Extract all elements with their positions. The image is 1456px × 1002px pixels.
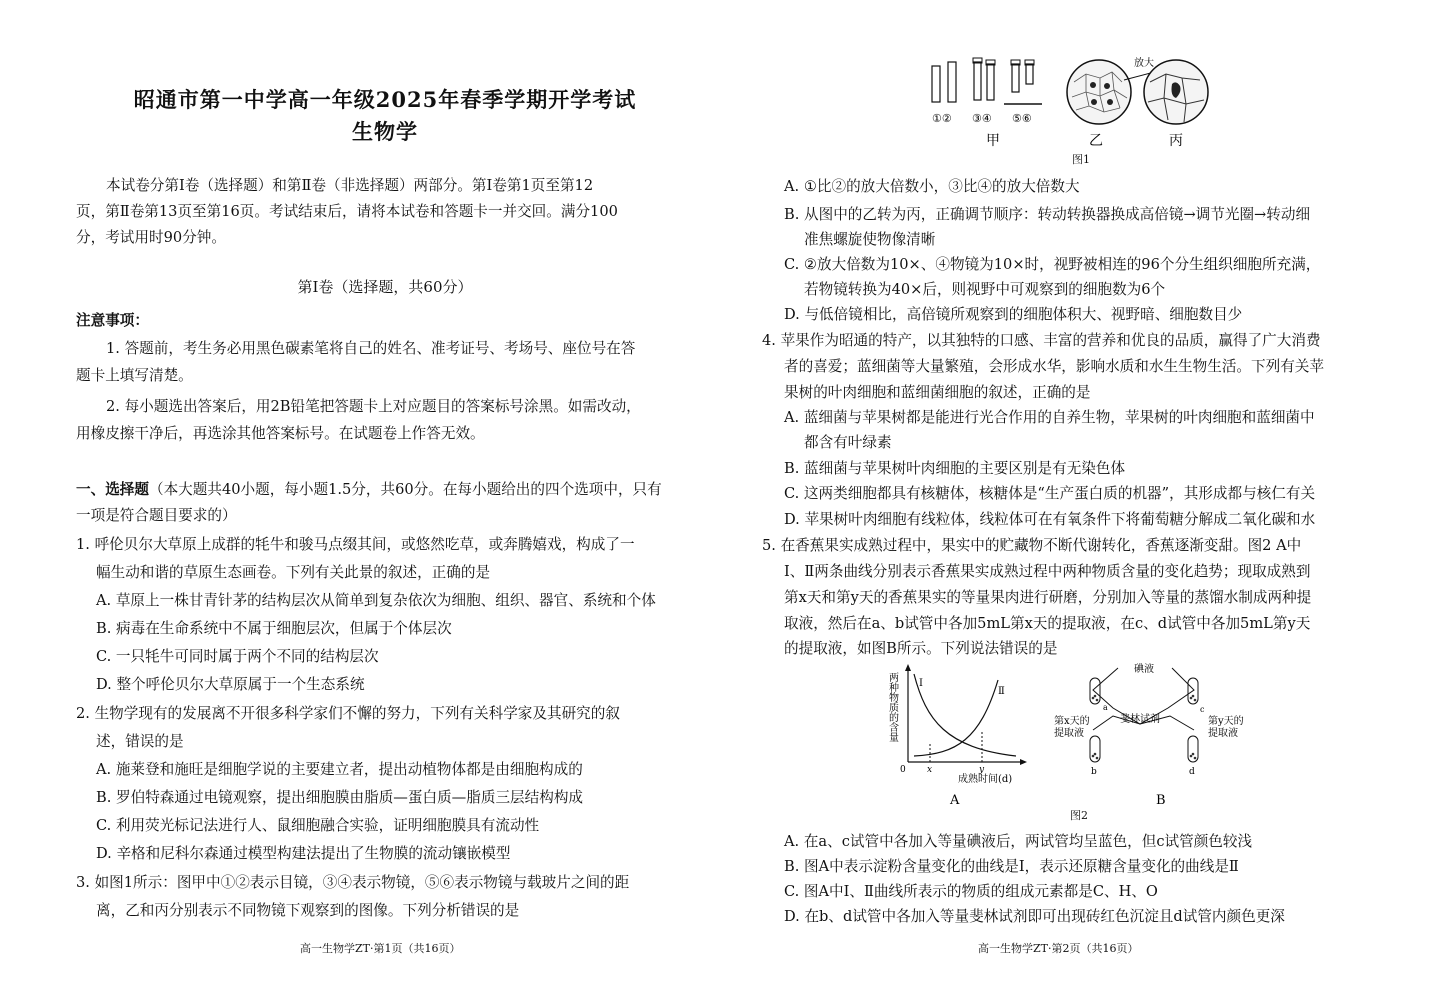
part-desc-2: 一项是符合题目要求的） <box>76 507 237 524</box>
exam-subject: 生物学 <box>352 119 418 144</box>
label-fangda: 放大 <box>1134 58 1154 69</box>
part-label: 一、选择题 <box>76 481 149 498</box>
q4-stem-2: 者的喜爱；蓝细菌等大量繁殖，会形成水华，影响水质和水生生物生活。下列有关苹 <box>784 358 1324 375</box>
q1-option-d: D. 整个呼伦贝尔大草原属于一个生态系统 <box>96 676 365 693</box>
curve-ii-label: Ⅱ <box>998 686 1005 697</box>
notice-title: 注意事项： <box>76 312 149 329</box>
part-desc: （本大题共40小题，每小题1.5分，共60分。在每小题给出的四个选项中，只有 <box>148 481 662 498</box>
q3-option-b-cont: 准焦螺旋使物像清晰 <box>804 231 936 248</box>
intro-line-2: 页，第Ⅱ卷第13页至第16页。考试结束后，请将本试卷和答题卡一并交回。满分100 <box>76 203 618 220</box>
q5-option-a: A. 在a、c试管中各加入等量碘液后，两试管均呈蓝色，但c试管颜色较浅 <box>784 833 1253 850</box>
q4-option-a: A. 蓝细菌与苹果树都是能进行光合作用的自养生物，苹果树的叶肉细胞和蓝细菌中 <box>784 409 1315 426</box>
diagram-b-label: B <box>1156 793 1166 808</box>
tube-b-label: b <box>1091 767 1097 777</box>
tube-d-icon <box>1188 736 1198 762</box>
right-extract-label-2: 提取液 <box>1208 728 1238 739</box>
q5-option-b: B. 图A中表示淀粉含量变化的曲线是Ⅰ，表示还原糖含量变化的曲线是Ⅱ <box>784 858 1239 875</box>
graph-a <box>887 664 1028 808</box>
graph-a-ylabel: 两种物质的含量 <box>886 672 898 742</box>
curve-i-label: Ⅰ <box>919 678 923 689</box>
objective-6-icon <box>1026 64 1033 84</box>
figure-1-caption: 图1 <box>1072 153 1090 166</box>
q5-stem-5: 的提取液，如图B所示。下列说法错误的是 <box>784 640 1058 657</box>
q4-option-c: C. 这两类细胞都具有核糖体，核糖体是“生产蛋白质的机器”，其形成都与核仁有关 <box>784 485 1316 502</box>
figure-1-microscope <box>924 52 1214 152</box>
eyepiece-1-icon <box>932 66 940 102</box>
page-footer-2: 高一生物学ZT·第2页（共16页） <box>978 942 1139 955</box>
q1-stem-2: 幅生动和谐的草原生态画卷。下列有关此景的叙述，正确的是 <box>96 564 491 581</box>
page-2 <box>728 0 1456 1002</box>
q3-option-a: A. ①比②的放大倍数小，③比④的放大倍数大 <box>784 178 1080 195</box>
tube-c-label: c <box>1200 705 1205 714</box>
tube-b-icon <box>1090 736 1100 762</box>
notice-line-3: 2. 每小题选出答案后，用2B铅笔把答题卡上对应题目的答案标号涂黑。如需改动， <box>106 398 641 415</box>
graph-a-xlabel: 成熟时间(d) <box>958 774 1013 785</box>
objective-4-icon <box>987 64 994 100</box>
diagram-b <box>1054 662 1244 808</box>
q4-option-a-cont: 都含有叶绿素 <box>804 434 892 451</box>
q5-option-c: C. 图A中Ⅰ、Ⅱ曲线所表示的物质的组成元素都是C、H、O <box>784 883 1158 900</box>
q1-option-a: A. 草原上一株甘青针茅的结构层次从简单到复杂依次为细胞、组织、器官、系统和个体 <box>96 592 656 609</box>
right-extract-label-1: 第y天的 <box>1208 716 1244 727</box>
objective-3-icon <box>974 62 981 100</box>
figure-2 <box>888 660 1268 810</box>
label-distance: ⑤⑥ <box>1012 112 1032 125</box>
tube-a-label: a <box>1103 703 1108 712</box>
tube-a-icon <box>1090 678 1100 704</box>
q3-option-c-cont: 若物镜转换为40×后，则视野中可观察到的细胞数为6个 <box>804 281 1166 298</box>
q4-stem-1: 4. 苹果作为昭通的特产，以其独特的口感、丰富的营养和优良的品质，赢得了广大消费 <box>762 332 1321 349</box>
q1-stem-1: 1. 呼伦贝尔大草原上成群的牦牛和骏马点缀其间，或悠然吃草，或奔腾嬉戏，构成了一 <box>76 536 635 553</box>
notice-line-1: 1. 答题前，考生务必用黑色碳素笔将自己的姓名、准考证号、考场号、座位号在答 <box>106 340 636 357</box>
left-extract-label-2: 提取液 <box>1054 728 1084 739</box>
part-one-heading <box>76 480 662 500</box>
q4-option-d: D. 苹果树叶肉细胞有线粒体，线粒体可在有氧条件下将葡萄糖分解成二氧化碳和水 <box>784 511 1316 528</box>
q3-stem-1: 3. 如图1所示：图甲中①②表示目镜，③④表示物镜，⑤⑥表示物镜与载玻片之间的距 <box>76 874 630 891</box>
curve-ii <box>914 680 998 756</box>
intro-line-1: 本试卷分第Ⅰ卷（选择题）和第Ⅱ卷（非选择题）两部分。第Ⅰ卷第1页至第12 <box>106 177 594 194</box>
x-tick: x <box>927 765 933 775</box>
notice-line-4: 用橡皮擦干净后，再选涂其他答案标号。在试题卷上作答无效。 <box>76 425 485 442</box>
y-tick: y <box>979 765 985 775</box>
q4-stem-3: 果树的叶肉细胞和蓝细菌细胞的叙述，正确的是 <box>784 384 1091 401</box>
figure-2-caption: 图2 <box>1070 809 1088 822</box>
page-footer-1: 高一生物学ZT·第1页（共16页） <box>300 942 461 955</box>
q2-option-b: B. 罗伯特森通过电镜观察，提出细胞膜由脂质—蛋白质—脂质三层结构构成 <box>96 789 584 806</box>
q5-stem-4: 取液，然后在a、b试管中各加5mL第x天的提取液，在c、d试管中各加5mL第y天 <box>784 615 1311 632</box>
section-heading: 第Ⅰ卷（选择题，共60分） <box>297 278 473 296</box>
q2-option-d: D. 辛格和尼科尔森通过模型构建法提出了生物膜的流动镶嵌模型 <box>96 845 511 862</box>
q2-option-c: C. 利用荧光标记法进行人、鼠细胞融合实验，证明细胞膜具有流动性 <box>96 817 540 834</box>
q1-option-c: C. 一只牦牛可同时属于两个不同的结构层次 <box>96 648 379 665</box>
q2-stem-1: 2. 生物学现有的发展离不开很多科学家们不懈的努力，下列有关科学家及其研究的叙 <box>76 705 620 722</box>
origin-label: 0 <box>900 765 906 775</box>
view-yi-icon <box>1067 60 1131 124</box>
label-yi: 乙 <box>1089 133 1103 149</box>
q4-option-b: B. 蓝细菌与苹果树叶肉细胞的主要区别是有无染色体 <box>784 460 1126 477</box>
q1-option-b: B. 病毒在生命系统中不属于细胞层次，但属于个体层次 <box>96 620 452 637</box>
label-feilin: 斐林试剂 <box>1120 714 1160 725</box>
q5-option-d: D. 在b、d试管中各加入等量斐林试剂即可出现砖红色沉淀且d试管内颜色更深 <box>784 908 1285 925</box>
q5-stem-2: Ⅰ、Ⅱ两条曲线分别表示香蕉果实成熟过程中两种物质含量的变化趋势；现取成熟到 <box>784 563 1311 580</box>
q3-option-b: B. 从图中的乙转为丙，正确调节顺序：转动转换器换成高倍镜→调节光圈→转动细 <box>784 206 1311 223</box>
label-dianye: 碘液 <box>1134 664 1154 675</box>
intro-line-3: 分，考试用时90分钟。 <box>76 229 226 246</box>
label-jia: 甲 <box>986 133 1000 149</box>
q5-stem-3: 第x天和第y天的香蕉果实的等量果肉进行研磨，分别加入等量的蒸馏水制成两种提 <box>784 589 1312 606</box>
objective-5-icon <box>1012 64 1019 92</box>
q3-option-d: D. 与低倍镜相比，高倍镜所观察到的细胞体积大、视野暗、细胞数目少 <box>784 306 1243 323</box>
label-objectives: ③④ <box>972 112 992 125</box>
eyepiece-2-icon <box>948 62 956 102</box>
notice-line-2: 题卡上填写清楚。 <box>76 367 193 384</box>
q3-option-c: C. ②放大倍数为10×、④物镜为10×时，视野被相连的96个分生组织细胞所充满， <box>784 256 1321 273</box>
q3-stem-2: 离，乙和丙分别表示不同物镜下观察到的图像。下列分析错误的是 <box>96 902 520 919</box>
tube-d-label: d <box>1189 767 1195 777</box>
q2-option-a: A. 施莱登和施旺是细胞学说的主要建立者，提出动植物体都是由细胞构成的 <box>96 761 583 778</box>
left-extract-label-1: 第x天的 <box>1054 716 1090 727</box>
q5-stem-1: 5. 在香蕉果实成熟过程中，果实中的贮藏物不断代谢转化，香蕉逐渐变甜。图2 A中 <box>762 537 1302 554</box>
label-eyepieces: ①② <box>932 112 952 125</box>
q2-stem-2: 述，错误的是 <box>96 733 184 750</box>
label-bing: 丙 <box>1169 133 1183 149</box>
exam-title: 昭通市第一中学高一年级2025年春季学期开学考试 <box>133 87 637 112</box>
graph-a-label: A <box>950 793 960 808</box>
